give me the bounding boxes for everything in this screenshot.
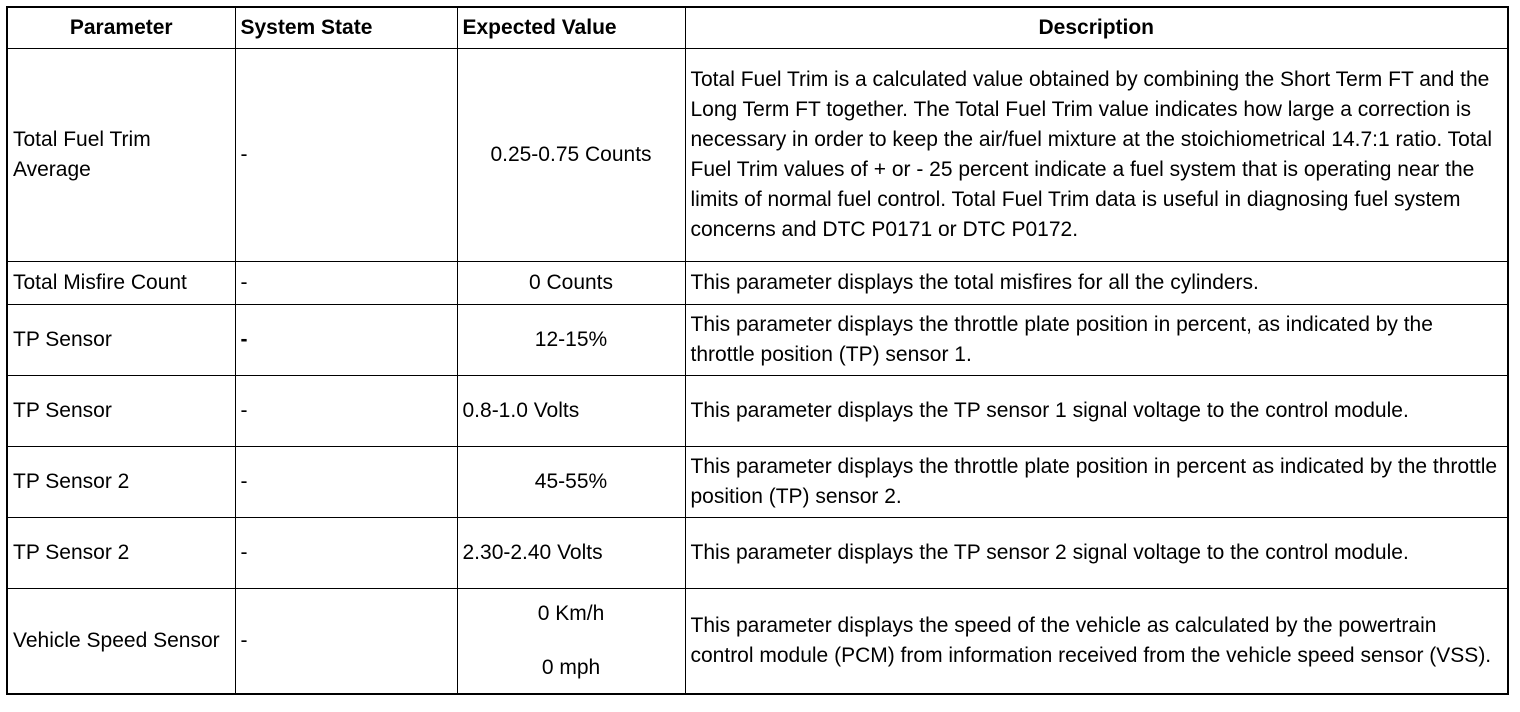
parameter-table-container — [6, 6, 1509, 695]
cell-description: This parameter displays the TP sensor 2 signal voltage to the control module. — [685, 518, 1508, 589]
cell-parameter: TP Sensor 2 — [7, 447, 235, 518]
table-row — [7, 305, 1508, 376]
cell-description: This parameter displays the speed of the vehicle as calculated by the powertrain control module (PCM) from information received from the vehicle speed sensor (VSS). — [685, 589, 1508, 695]
cell-expected-value: 2.30-2.40 Volts — [457, 518, 685, 589]
expected-value-mph: 0 mph — [541, 656, 601, 679]
cell-parameter: Total Misfire Count — [7, 262, 235, 305]
cell-system-state: - — [235, 589, 457, 695]
header-description: Description — [685, 7, 1508, 49]
cell-description: Total Fuel Trim is a calculated value obtained by combining the Short Term FT and the Long Term FT together. The Total Fuel Trim value indicates how large a correction is necessary in order to keep the air/fuel mixture at the stoichiometrical 14.7:1 ratio. Total Fuel Trim values of + or - 25 percent indicate a fuel system that is operating near the limits of normal fuel control. Total Fuel Trim data is useful in diagnosing fuel system concerns and DTC P0171 or DTC P0172. — [685, 49, 1508, 262]
cell-expected-value: 12-15% — [457, 305, 685, 376]
expected-value-spacer — [463, 629, 680, 653]
table-row — [7, 518, 1508, 589]
cell-parameter: TP Sensor 2 — [7, 518, 235, 589]
cell-parameter: TP Sensor — [7, 305, 235, 376]
table-row — [7, 262, 1508, 305]
cell-system-state: - — [235, 447, 457, 518]
cell-description: This parameter displays the throttle plate position in percent as indicated by the throttle position (TP) sensor 2. — [685, 447, 1508, 518]
header-system-state: System State — [235, 7, 457, 49]
cell-expected-value: 0 Counts — [457, 262, 685, 305]
expected-value-kmh: 0 Km/h — [537, 602, 605, 625]
cell-expected-value: 0.25-0.75 Counts — [457, 49, 685, 262]
table-row — [7, 589, 1508, 695]
cell-system-state: - — [235, 262, 457, 305]
table-row — [7, 49, 1508, 262]
cell-parameter: Vehicle Speed Sensor — [7, 589, 235, 695]
cell-description: This parameter displays the TP sensor 1 signal voltage to the control module. — [685, 376, 1508, 447]
cell-system-state: - — [235, 49, 457, 262]
cell-parameter: TP Sensor — [7, 376, 235, 447]
cell-system-state: - — [235, 305, 457, 376]
cell-expected-value: 0.8-1.0 Volts — [457, 376, 685, 447]
cell-description: This parameter displays the total misfires for all the cylinders. — [685, 262, 1508, 305]
cell-system-state: - — [235, 518, 457, 589]
table-row — [7, 447, 1508, 518]
scan-tool-parameter-table — [6, 6, 1509, 695]
cell-description: This parameter displays the throttle plate position in percent, as indicated by the throttle position (TP) sensor 1. — [685, 305, 1508, 376]
header-parameter: Parameter — [7, 7, 235, 49]
cell-system-state: - — [235, 376, 457, 447]
table-row — [7, 376, 1508, 447]
cell-expected-value: 45-55% — [457, 447, 685, 518]
table-header-row — [7, 7, 1508, 49]
header-expected-value: Expected Value — [457, 7, 685, 49]
cell-parameter: Total Fuel Trim Average — [7, 49, 235, 262]
cell-expected-value — [457, 589, 685, 695]
